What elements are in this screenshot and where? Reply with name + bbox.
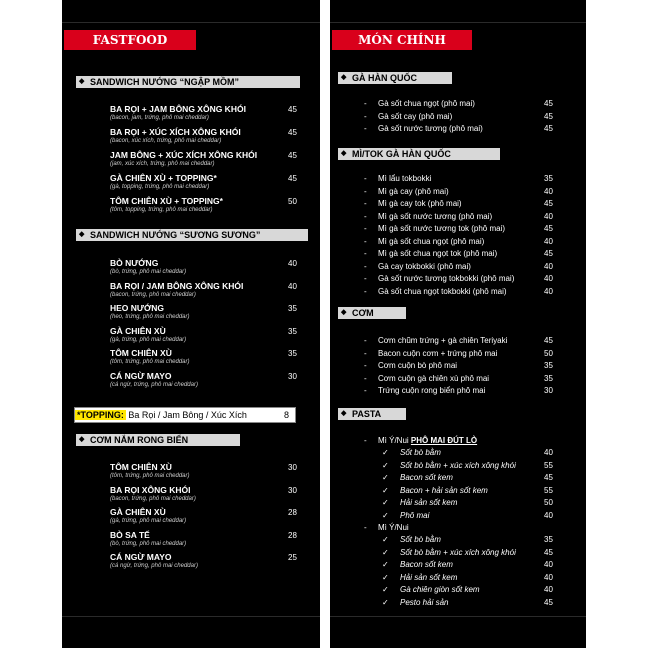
menu-item-name: BA RỌI XÔNG KHÓI	[110, 484, 191, 495]
menu-item-price: 50	[544, 348, 553, 358]
dash-bullet: -	[364, 286, 367, 296]
menu-item-desc: (cá ngừ, trứng, phô mai cheddar)	[110, 381, 198, 388]
menu-item-price: 45	[544, 99, 553, 108]
menu-item-name: Bacon cuộn cơm + trứng phô mai	[378, 348, 498, 358]
check-icon: ✓	[382, 485, 389, 495]
menu-item-price: 40	[544, 560, 553, 569]
menu-item-price: 40	[288, 281, 297, 291]
menu-item-name: BA RỌI / JAM BÔNG XÔNG KHÓI	[110, 280, 244, 291]
dash-bullet: -	[364, 236, 367, 246]
menu-item-name: Gà sốt nước tương tokbokki (phô mai)	[378, 274, 515, 283]
menu-item-price: 35	[288, 326, 297, 336]
menu-item-price: 45	[544, 597, 553, 607]
menu-item-name: BA RỌI + XÚC XÍCH XÔNG KHÓI	[110, 127, 241, 137]
menu-item-desc: (tôm, topping, trứng, phô mai cheddar)	[110, 207, 213, 213]
menu-item-price: 55	[544, 485, 553, 495]
menu-item-name: BA RỌI + JAM BÔNG XÔNG KHÓI	[110, 104, 246, 114]
dash-bullet: -	[364, 99, 367, 108]
menu-item-name: Mì gà cay (phô mai)	[378, 186, 449, 196]
section-mi-tok: ◆ MÌ/TOK GÀ HÀN QUỐC	[338, 148, 500, 160]
menu-item-name: Hải sản sốt kem	[400, 498, 458, 507]
menu-item-price: 30	[288, 485, 297, 495]
menu-item-price: 45	[544, 199, 553, 208]
menu-item-name: CÁ NGỪ MAYO	[110, 552, 172, 562]
menu-item-name: Cơm cuộn bò phô mai	[378, 361, 458, 370]
menu-item-name: Phô mai	[400, 510, 430, 520]
menu-item-price: 45	[288, 174, 297, 183]
mon-chinh-header: MÓN CHÍNH	[332, 30, 472, 50]
menu-item-price: 40	[544, 585, 553, 594]
menu-item-price: 45	[544, 473, 553, 482]
menu-item-desc: (cá ngừ, trứng, phô mai cheddar)	[110, 563, 198, 569]
pasta-group1-label-emph: PHÔ MAI ĐÚT LÒ	[410, 436, 478, 445]
menu-item-name: Mì gà sốt nước tương tok (phô mai)	[378, 224, 506, 233]
check-icon: ✓	[382, 597, 389, 607]
menu-item-desc: (bacon, trứng, phô mai cheddar)	[110, 495, 196, 502]
menu-item-name: CÁ NGỪ MAYO	[110, 370, 172, 381]
check-icon: ✓	[382, 498, 389, 507]
pasta-group2-label: Mì Ý/Nui	[378, 523, 409, 532]
menu-item-name: Mì lẩu tokbokki	[378, 174, 432, 183]
dash-bullet: -	[364, 186, 367, 196]
menu-item-name: Gà chiên giòn sốt kem	[400, 585, 480, 594]
section-sandwich-ngap-mom: ◆ SANDWICH NƯỚNG “NGẬP MỒM”	[76, 76, 300, 88]
menu-item-desc: (bacon, trứng, phô mai cheddar)	[110, 291, 196, 298]
fastfood-panel	[62, 0, 320, 648]
menu-item-desc: (bò, trứng, phô mai cheddar)	[110, 540, 187, 547]
pasta-group1-label-text: Mì Ý/Nui	[378, 436, 411, 445]
menu-item-name: BÒ SA TẾ	[110, 529, 150, 540]
menu-item-name: Gà cay tokbokki (phô mai)	[378, 261, 471, 271]
menu-item-name: Trứng cuộn rong biển phô mai	[378, 386, 486, 395]
menu-item-price: 28	[288, 530, 297, 540]
menu-item-name: Mì gà cay tok (phô mai)	[378, 199, 462, 208]
menu-item-name: Gà sốt chua ngọt (phô mai)	[378, 99, 475, 108]
section-com: ◆ CƠM	[338, 307, 406, 319]
menu-item-desc: (tôm, trứng, phô mai cheddar)	[110, 473, 190, 479]
menu-item-price: 40	[544, 261, 553, 271]
dash-bullet: -	[364, 523, 367, 532]
dash-bullet: -	[364, 373, 367, 383]
menu-item-price: 45	[544, 111, 553, 121]
menu-item-price: 40	[544, 236, 553, 246]
menu-item-name: Mì gà sốt chua ngọt (phô mai)	[378, 236, 485, 246]
check-icon: ✓	[382, 572, 389, 582]
dash-bullet: -	[364, 386, 367, 395]
menu-item-price: 30	[288, 371, 297, 381]
menu-item-name: Cơm cuộn gà chiên xù phô mai	[378, 373, 490, 383]
menu-item-name: TÔM CHIÊN XÙ	[110, 348, 172, 358]
topping-label: *TOPPING:	[77, 410, 124, 420]
menu-item-desc: (heo, trứng, phô mai cheddar)	[110, 314, 190, 320]
menu-item-name: Sốt bò bằm	[400, 448, 441, 457]
menu-item-name: Mì gà sốt chua ngọt tok (phô mai)	[378, 249, 498, 258]
menu-item-name: Bacon + hải sản sốt kem	[400, 485, 488, 495]
menu-item-name: GÀ CHIÊN XÙ	[110, 507, 166, 517]
dash-bullet: -	[364, 336, 367, 345]
menu-item-desc: (jam, xúc xích, trứng, phô mai cheddar)	[110, 161, 215, 167]
check-icon: ✓	[382, 460, 389, 470]
check-icon: ✓	[382, 560, 389, 569]
dash-bullet: -	[364, 261, 367, 271]
menu-item-price: 35	[544, 361, 553, 370]
dash-bullet: -	[364, 224, 367, 233]
pasta-group1-label	[378, 436, 477, 445]
menu-item-price: 50	[544, 498, 553, 507]
menu-item-price: 40	[544, 186, 553, 196]
menu-item-name: BÒ NƯỚNG	[110, 258, 159, 268]
menu-item-name: Sốt bò bằm	[400, 535, 441, 544]
menu-item-price: 40	[544, 286, 553, 296]
dash-bullet: -	[364, 124, 367, 133]
menu-item-name: TÔM CHIÊN XÙ + TOPPING*	[110, 196, 223, 206]
check-icon: ✓	[382, 535, 389, 544]
menu-item-price: 35	[544, 174, 553, 183]
check-icon: ✓	[382, 448, 389, 457]
dash-bullet: -	[364, 111, 367, 121]
menu-item-price: 45	[544, 124, 553, 133]
dash-bullet: -	[364, 361, 367, 370]
menu-item-price: 50	[288, 197, 297, 206]
dash-bullet: -	[364, 211, 367, 221]
mon-chinh-panel	[330, 0, 586, 648]
menu-item-desc: (tôm, trứng, phô mai cheddar)	[110, 359, 190, 365]
section-com-nam: ◆ CƠM NẮM RONG BIỂN	[76, 434, 240, 446]
section-pasta: ◆ PASTA	[338, 408, 406, 420]
menu-item-name: Pesto hải sản	[400, 597, 449, 607]
menu-item-price: 35	[288, 304, 297, 313]
menu-item-desc: (bacon, jam, trứng, phô mai cheddar)	[110, 115, 209, 121]
check-icon: ✓	[382, 547, 389, 557]
menu-item-price: 40	[544, 274, 553, 283]
menu-item-name: JAM BÔNG + XÚC XÍCH XÔNG KHÓI	[110, 150, 258, 160]
menu-item-name: Gà sốt nước tương (phô mai)	[378, 124, 483, 133]
menu-item-name: HEO NƯỚNG	[110, 303, 164, 313]
section-ga-han-quoc: ◆ GÀ HÀN QUỐC	[338, 72, 452, 84]
menu-item-price: 40	[544, 510, 553, 520]
dash-bullet: -	[364, 249, 367, 258]
menu-item-price: 35	[288, 349, 297, 358]
menu-item-desc: (bò, trứng, phô mai cheddar)	[110, 269, 187, 275]
menu-item-price: 55	[544, 460, 553, 470]
menu-item-name: TÔM CHIÊN XÙ	[110, 462, 172, 472]
menu-item-name: Bacon sốt kem	[400, 560, 453, 569]
menu-item-name: Bacon sốt kem	[400, 473, 453, 482]
check-icon: ✓	[382, 585, 389, 594]
menu-item-price: 40	[544, 572, 553, 582]
check-icon: ✓	[382, 510, 389, 520]
menu-item-name: GÀ CHIÊN XÙ	[110, 325, 166, 336]
menu-item-name: Gà sốt cay (phô mai)	[378, 111, 453, 121]
section-sandwich-suong-suong: ◆ SANDWICH NƯỚNG “SƯƠNG SƯƠNG”	[76, 229, 308, 241]
menu-item-name: Mì gà sốt nước tương (phô mai)	[378, 211, 493, 221]
menu-item-price: 30	[544, 386, 553, 395]
menu-item-name: Cơm chũm trứng + gà chiên Teriyaki	[378, 336, 508, 345]
menu-item-price: 45	[544, 336, 553, 345]
menu-item-name: GÀ CHIÊN XÙ + TOPPING*	[110, 173, 217, 183]
menu-item-price: 40	[544, 211, 553, 221]
menu-item-desc: (gà, trứng, phô mai cheddar)	[110, 336, 187, 343]
menu-item-desc: (gà, topping, trứng, phô mai cheddar)	[110, 184, 210, 190]
menu-item-price: 35	[544, 373, 553, 383]
topping-price: 8	[283, 410, 289, 420]
check-icon: ✓	[382, 473, 389, 482]
menu-item-name: Sốt bò bằm + xúc xích xông khói	[400, 547, 516, 557]
menu-item-price: 25	[288, 553, 297, 562]
menu-item-price: 40	[544, 448, 553, 457]
dash-bullet: -	[364, 348, 367, 358]
dash-bullet: -	[364, 274, 367, 283]
menu-item-price: 45	[544, 224, 553, 233]
fastfood-header: FASTFOOD	[64, 30, 196, 50]
topping-note	[74, 407, 296, 423]
menu-item-price: 45	[544, 547, 553, 557]
menu-item-price: 45	[288, 128, 297, 137]
dash-bullet: -	[364, 199, 367, 208]
menu-item-price: 35	[544, 535, 553, 544]
menu-item-desc: (bacon, xúc xích, trứng, phô mai cheddar)	[110, 138, 222, 144]
menu-item-desc: (gà, trứng, phô mai cheddar)	[110, 518, 187, 524]
menu-item-price: 45	[288, 105, 297, 114]
menu-item-price: 45	[544, 249, 553, 258]
topping-text: Ba Rọi / Jam Bông / Xúc Xích	[125, 410, 247, 420]
menu-item-name: Sốt bò bằm + xúc xích xông khói	[400, 460, 516, 470]
menu-item-name: Gà sốt chua ngọt tokbokki (phô mai)	[378, 286, 507, 296]
dash-bullet: -	[364, 174, 367, 183]
dash-bullet: -	[364, 436, 367, 445]
menu-item-price: 30	[288, 463, 297, 472]
menu-item-name: Hải sản sốt kem	[400, 572, 458, 582]
menu-item-price: 45	[288, 151, 297, 160]
menu-item-price: 40	[288, 259, 297, 268]
menu-item-price: 28	[288, 508, 297, 517]
